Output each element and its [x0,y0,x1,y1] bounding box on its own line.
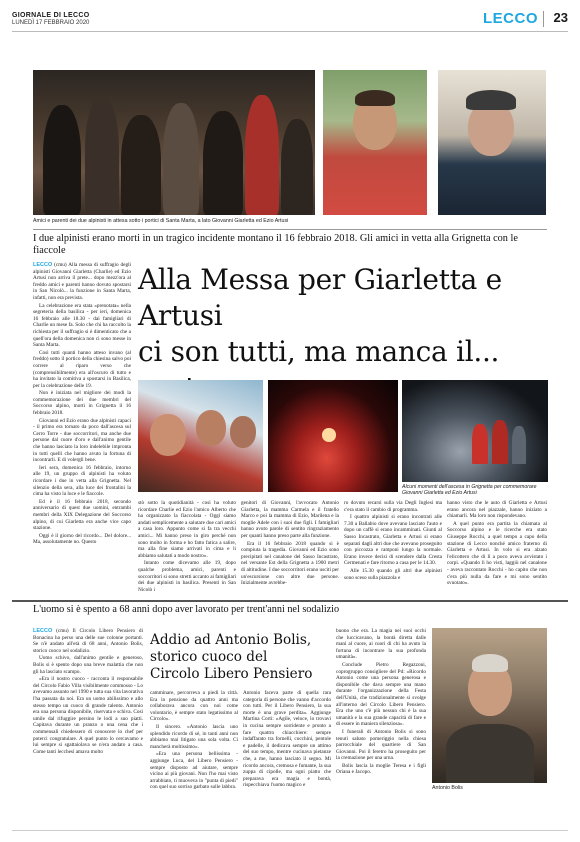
article1-column-3 [241,500,339,594]
article2-col1-p1: Uomo schivo, dall'animo gentile e generoso, Bolis si è spento dopo una breve malattia che non gli ha lasciato scampo. [33,655,143,675]
article1-col1-p3: Non è iniziata nel migliore dei modi la commemorazione dei due membri del Soccorso alpino, morti in Grignetta il 16 febbraio 2018. [33,390,131,417]
crowd-photo [33,70,315,215]
article1-col1-p2: Così tutti quanti hanno atteso invano (al freddo) sotto il portico della chiesina salvo poi correre al riparo verso che (comprensibilmente) era all'oscuro di tutto e ha invitato la comitiva a spostarsi in Basilica, per la celebrazione delle 19. [33,349,131,389]
article2-subtitle: L'uomo si è spento a 68 anni dopo aver lavorato per trent'anni nel sodalizio [33,604,340,615]
footer-rule [12,830,568,831]
article2-col4-p1: Conclude Pietro Regazzoni, coprogruppo consigliere del Pd: «Ricordo Antonio come una persona generosa e disponibile che dava sempre una mano durante l'organizzazione della Festa dell'Unità, che tradizionalmente si svolge all'interno del Circolo Libero Pensiero. Era che uno c'è più nessun chi è la sua umanità e la sua grande capacità di fare e di essere in maniera silenziosa». [336,661,426,728]
article1-col3-p1: Era il 16 febbraio 2018 quando si è compiuta la tragedia. Giovanni ed Ezio sono precipitati nel canalone del Sasso Incastrato, nel versante Est della Grignetta a 1900 metri di altitudine. I due soccorritori erano usciti per un'escursione con altre due persone. Inizialmente avrebbe- [241,540,339,587]
article2-column-1 [33,628,143,826]
headline-line-1: Alla Messa per Giarletta e Artusi [138,263,502,332]
climbers-selfie-photo [138,380,263,492]
article1-col5-p0: hanno visto che le auto di Giarletta e Artusi erano ancora nel piazzale, hanno iniziato a chiamarli. Ma loro non rispondevano. [447,500,547,520]
newspaper-name: GIORNALE DI LECCO [12,12,90,19]
section-divider [12,600,568,602]
article2-kicker: LECCO [33,628,53,634]
article1-col4-p0: ro dovuto recarsi sulla via Degli Inglesi ma c'era stato il cambio di programma. [344,500,442,513]
issue-date: LUNEDÌ 17 FEBBRAIO 2020 [12,20,90,26]
article2-column-3 [243,690,331,826]
article1-column-2 [138,500,236,594]
article1-col1-p7: Oggi è il giorno del ricordo... Del dolore... Ma, assolutamente no. Questo [33,532,131,546]
article1-column-4 [344,500,442,594]
article2-col3-p0: Antonio faceva parte di quella rara categoria di persone che vanno d'accordo con tutti. Per il Libero Pensiero, la sua morte è una grave perdita». Aggiunge Martina Corti: «Agile, veloce, lo trovavi in cucina sempre sorridente e pronto a fare quattro chiacchiere: sempre indaffarato tra fornelli, cocchini, pentole e padelle, il dedicava sempre un attimo del suo tempo, mentre cucinava pietanze che, a me, hanno lasciato il segno. Mi ricordo ancora, cremosa e fumante, la sua zuppa di cipolle, ma ogni piatto che preparava era magia e bontà, rispecchiava l'uomo magico e [243,690,331,789]
giarletta-portrait [323,70,427,215]
article2-col1-p0: (cmu) Il Circolo Libero Pensiero di Bonacina ha perso una delle sue colonne portanti. Se n'è andato all'età di 68 anni, Antonio Bolis, storico cuoco nel sodalizio. [33,628,143,654]
crowd-photo-caption: Amici e parenti dei due alpinisti in attesa sotto i portici di Santa Marta, a lato Giovanni Giarletta ed Ezio Artusi [33,218,289,224]
summit-group-photo [402,380,548,482]
bolis-photo-caption: Antonio Bolis [432,785,463,791]
article1-col4-p2: Alle 15.30 quando gli altri due alpinisti sono sceso sulla piazzola e [344,567,442,581]
bolis-portrait [432,628,547,783]
article1-col1-p1: La celebrazione era stata «prenotata» nella segreteria della basilica - per ieri, domenica 16 febbraio alle 18.30 - dai famigliari di Charlie un mese fa. Solo che chi ha raccolto la richiesta per il suffragio si è dimenticato che a quell'ora della domenica non ci sono messe in Santa Marta. [33,302,131,349]
article1-kicker: LECCO [33,262,53,268]
article2-col4-p3: Bolis lascia la moglie Teresa e i figli Oriana e Jacopo. [336,762,426,776]
article2-col2-p1: Il sincero. «Antonio lascia uno splendido ricordo di sé, in tanti anni non abbiamo mai litigato una sola volta. Ci mancherà moltissimo». [150,723,238,750]
article2-column-2 [150,690,238,826]
artusi-portrait [438,70,546,215]
article1-col1-p4: Giovanni ed Ezio erano due alpinisti capaci - il primo era tornato da poco dall'ascesa sul Cerro Torre - due soccorritori, ma anche due persone dal cuore d'oro e dall'animo gentile che hanno lasciato la loro indelebile impronta in tutti quelli che hanno avuto la fortuna di incontrarli. E di volergli bene. [33,417,131,464]
article2-col4-p2: I funerali di Antonio Bolis si sono tenuti sabato pomeriggio nella chiesa parrocchiale del quartiere di San Giovanni. Poi il feretro ha proseguito per la cremazione per una urna. [336,728,426,762]
article2-headline: Addio ad Antonio Bolis, storico cuoco del Circolo Libero Pensiero [150,632,313,682]
article1-column-5 [447,500,547,594]
article1-col2-p0: stò sotto la quotidianità - così ha voluto ricordare Charlie ed Ezio l'amico Alberto che ha organizzato la fiaccolata - Oggi siamo andati semplicemente a salutare due cari amici a casa loro. Appunto come si fa tra vecchi amici... Mi hanno preso in giro perché non sono molto in forma e ho fatto fatica a salire, ma alla fine siamo arrivati in cima e li abbiamo salutati a modo nostro». [138,500,236,559]
section-tag: LECCO [483,10,538,27]
summit-photo-caption: Alcuni momenti dell'ascesa in Grignetta per commemorare Giovanni Giarletta ed Ezio Artusi [402,484,537,497]
page-number: 23 [553,10,568,25]
article1-column-1 [33,262,131,592]
article1-col2-p1: Intanto come dicevamo alle 19, dopo qualche problema, amici, parenti e soccorritori si sono stretti accanto ai famigliari dei due alpinisti in basilica. Presenti in San Nicolò i [138,560,236,593]
header-rule [12,31,568,32]
article2-column-4 [336,628,426,826]
subtitle-rule [33,229,547,230]
header-divider [543,11,544,27]
article2-col4-p0: buono che era. La magia nei suoi occhi che luccicavano, la bontà diretta dalle mani al cuore, ai cuori di chi ha avuto la fortuna di incontrare la sua profonda umanità». [336,628,426,661]
article1-col3-p0: genitori di Giovanni, l'avvocato Antonio Giarletta, la mamma Carmela e il fratello Marco e poi la mamma di Ezio, Marilena e la moglie Adele con i suoi due figli. I famigliari hanno avuto parole di sentito ringraziamento per quanti hanno preso parte alla funzione. [241,500,339,539]
headline-line-2: ci son tutti, ma manca il... [138,335,500,368]
article1-col1-p0: (cmu) Alla messa di suffragio degli alpinisti Giovanni Giarletta (Charlie) ed Ezio Artusi non arriva il prete... dopo mezz'ora al freddo amici e parenti hanno dovuto spostarsi in San Nicolò... la funzione in Santa Marta, infatti, non era prevista. [33,262,131,301]
article1-col1-p5: Ieri sera, domenica 16 febbraio, intorno alle 19, un gruppo di alpinisti ha voluto ricordare i due in vetta alla Grignetta. Nel silenzio della sera, alla luce dei frontalini la cima ha visto la luce e le fiaccole. [33,464,131,498]
article2-col2-p2: «Era una persona bellissima - aggiunge Luca, del Libero Pensiero - sempre disposto ad aiutare, sempre vicino ai più giovani. Non l'ho mai visto arrabbiato, ti muoveva in "punta di piedi" con quel suo sorriso garbato sulle labbra. [150,751,238,791]
torchlight-photo [268,380,398,492]
article1-col4-p1: I quattro alpinisti si erano incontrati alle 7.30 a Ballabio dove avevano lasciato l'auto e dopo un caffè si erano incamminati. Giunti al Sasso Incastrato, Giarletta e Artusi si erano separati dagli altri due che avevano proseguito con piccozza e ramponi lungo la normale. Erano invece decisi di scendere dalla Cresta Cermenati e fare ritorno a casa per le 14.30. [344,514,442,567]
article1-col5-p1: A quel punto era partita la chiamata al Soccorso alpino e le ricerche era stato Giuseppe Rocchi, a quel tempo a capo della stazione di Lecco nonché amico fraterno di Giarletta e Artusi. In volo si era alzato l'elicottero che di lì a poco aveva avvistato i corpi. «Quando li ho visti, laggiù nel canalone - aveva raccontato Rocchi - ho capito che non c'era più nulla da fare e mi sono sentito svuotato». [447,520,547,587]
article1-col1-p6: Ed è il 16 febbraio 2018, secondo anniversario di quest due uomini, entrambi membri della XIX Delegazione del Soccorso alpino, di cui Giarletta era anche vice capo stazione. [33,498,131,532]
article2-col1-p2: «Era il nostro cuoco - racconta il responsabile del Circolo Fabio Villa visibilmente commosso - Lo avevamo assunto nel 1990 e tutta sua vita lavorativa l'ha passata da noi. Era un uomo abilissimo e allo stesso tempo un cuoco di grande talento. Antonio era una persona disponibile, riservata e schiva. Così umile dal rifuggire persino le lodi a suo piatti. Capitava durante un pranzo o una cena che i commensali chiedessero di conoscere lo chef per poterci congratulare. A quel punto lo cercavamo e lui sempre si sgattaiolava se n'era andato a casa. Come tanti lecchesi amava molto [33,676,143,755]
article1-subtitle: I due alpinisti erano morti in un tragico incidente montano il 16 febbraio 2018. Gli amici in vetta alla Grignetta con le fiaccole [33,233,518,256]
page-header [0,0,580,60]
article2-col2-p0: camminare, percorreva a piedi la città. Era in pensione da quattro anni ma collaborava ancora con noi come volontario, è sempre stato legatissimo al Circolo». [150,690,238,723]
